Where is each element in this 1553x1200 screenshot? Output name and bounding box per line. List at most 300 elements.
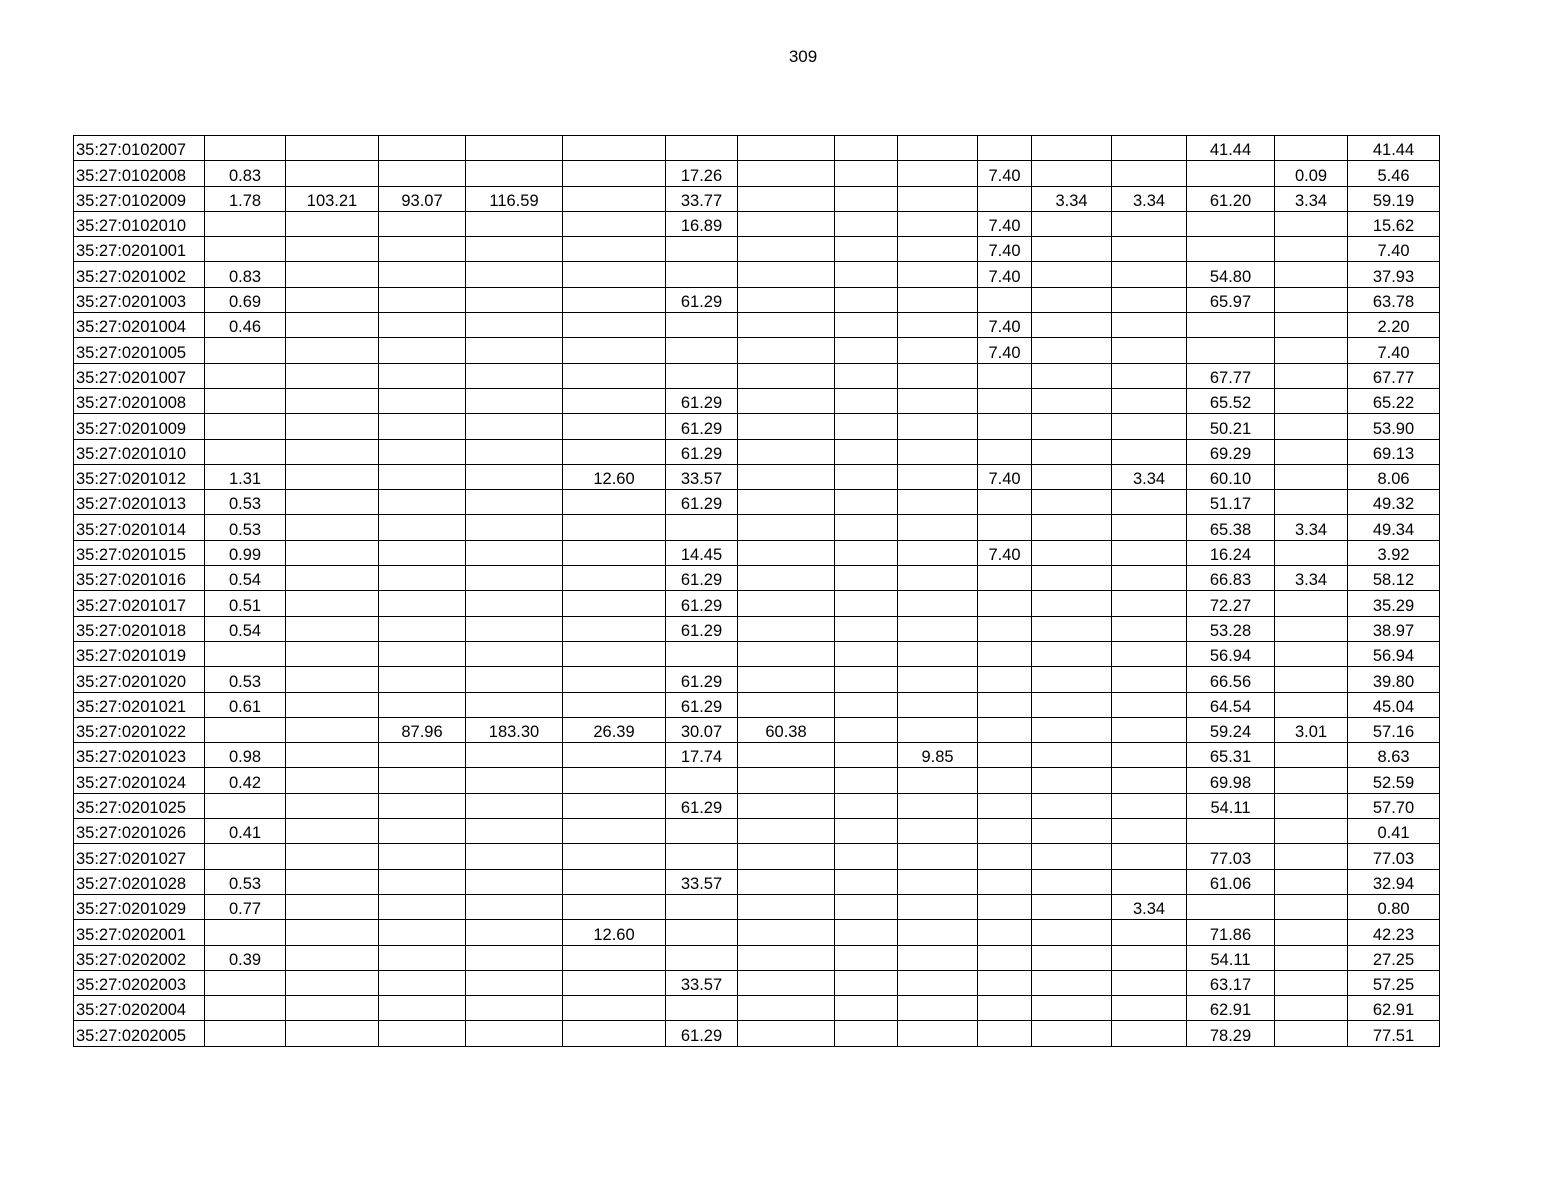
table-cell <box>835 363 898 388</box>
table-cell: 66.83 <box>1187 566 1275 591</box>
table-cell <box>1275 692 1348 717</box>
table-cell <box>738 338 835 363</box>
parcel-id-cell: 35:27:0201018 <box>74 616 205 641</box>
table-cell <box>466 793 563 818</box>
table-cell <box>379 1021 466 1046</box>
table-row <box>74 1021 1440 1046</box>
table-cell: 41.44 <box>1348 136 1440 161</box>
table-cell <box>1275 338 1348 363</box>
table-cell <box>466 844 563 869</box>
table-cell <box>666 237 738 262</box>
table-cell <box>286 136 379 161</box>
table-cell: 61.29 <box>666 591 738 616</box>
table-cell <box>1275 819 1348 844</box>
table-cell <box>286 313 379 338</box>
table-cell: 37.93 <box>1348 262 1440 287</box>
table-cell <box>286 894 379 919</box>
table-cell <box>379 287 466 312</box>
table-cell <box>466 237 563 262</box>
table-cell <box>1187 819 1275 844</box>
table-cell <box>1112 211 1187 236</box>
table-cell <box>563 743 666 768</box>
table-cell <box>666 819 738 844</box>
table-cell <box>1112 262 1187 287</box>
table-cell <box>1112 819 1187 844</box>
table-cell <box>1112 363 1187 388</box>
table-cell <box>466 692 563 717</box>
table-row <box>74 211 1440 236</box>
table-cell: 58.12 <box>1348 566 1440 591</box>
table-cell: 17.26 <box>666 161 738 186</box>
table-cell <box>1112 414 1187 439</box>
table-cell <box>1112 996 1187 1021</box>
table-cell <box>1275 287 1348 312</box>
table-cell <box>738 869 835 894</box>
table-cell <box>563 844 666 869</box>
parcel-id-cell: 35:27:0201020 <box>74 667 205 692</box>
table-cell: 3.34 <box>1112 186 1187 211</box>
table-cell <box>1112 667 1187 692</box>
parcel-id-cell: 35:27:0201012 <box>74 464 205 489</box>
table-cell <box>1275 768 1348 793</box>
table-cell <box>1112 287 1187 312</box>
table-cell <box>205 717 286 742</box>
table-cell <box>835 388 898 413</box>
table-cell <box>563 819 666 844</box>
table-cell <box>978 793 1032 818</box>
parcel-id-cell: 35:27:0201010 <box>74 439 205 464</box>
table-cell <box>466 641 563 666</box>
table-cell <box>978 945 1032 970</box>
table-cell <box>563 490 666 515</box>
table-row <box>74 844 1440 869</box>
table-cell <box>835 1021 898 1046</box>
table-cell <box>738 262 835 287</box>
table-cell <box>898 211 978 236</box>
table-cell <box>379 161 466 186</box>
table-cell <box>898 945 978 970</box>
table-cell: 16.89 <box>666 211 738 236</box>
table-cell: 0.61 <box>205 692 286 717</box>
table-cell <box>1112 338 1187 363</box>
table-cell <box>898 186 978 211</box>
table-row <box>74 996 1440 1021</box>
table-row <box>74 540 1440 565</box>
table-cell <box>666 894 738 919</box>
table-cell: 45.04 <box>1348 692 1440 717</box>
table-cell <box>286 667 379 692</box>
table-cell <box>1112 237 1187 262</box>
table-cell: 7.40 <box>978 211 1032 236</box>
table-cell <box>1032 161 1112 186</box>
table-cell <box>1032 945 1112 970</box>
table-cell: 0.69 <box>205 287 286 312</box>
table-cell <box>738 515 835 540</box>
table-cell: 93.07 <box>379 186 466 211</box>
table-cell <box>563 186 666 211</box>
table-cell <box>898 793 978 818</box>
table-row <box>74 136 1440 161</box>
table-cell <box>1112 793 1187 818</box>
table-cell <box>835 211 898 236</box>
table-cell <box>835 338 898 363</box>
table-cell <box>1275 591 1348 616</box>
table-cell <box>379 338 466 363</box>
table-cell: 3.92 <box>1348 540 1440 565</box>
table-cell: 5.46 <box>1348 161 1440 186</box>
table-row <box>74 338 1440 363</box>
parcel-id-cell: 35:27:0201007 <box>74 363 205 388</box>
table-cell <box>1275 414 1348 439</box>
table-cell <box>738 844 835 869</box>
table-cell <box>1032 970 1112 995</box>
table-cell <box>1112 945 1187 970</box>
table-cell <box>466 743 563 768</box>
table-row <box>74 439 1440 464</box>
table-cell: 33.57 <box>666 869 738 894</box>
table-cell <box>978 692 1032 717</box>
table-cell <box>379 667 466 692</box>
table-cell: 16.24 <box>1187 540 1275 565</box>
parcel-id-cell: 35:27:0201021 <box>74 692 205 717</box>
table-row <box>74 414 1440 439</box>
table-cell <box>835 717 898 742</box>
table-cell <box>835 186 898 211</box>
table-cell: 7.40 <box>1348 237 1440 262</box>
table-cell <box>898 338 978 363</box>
table-cell <box>466 566 563 591</box>
table-cell <box>835 996 898 1021</box>
parcel-id-cell: 35:27:0201023 <box>74 743 205 768</box>
table-cell <box>205 844 286 869</box>
table-cell <box>666 313 738 338</box>
table-cell <box>466 464 563 489</box>
table-cell <box>286 388 379 413</box>
table-cell: 69.98 <box>1187 768 1275 793</box>
table-cell <box>563 338 666 363</box>
table-cell: 39.80 <box>1348 667 1440 692</box>
table-cell <box>898 819 978 844</box>
table-cell <box>978 515 1032 540</box>
parcel-id-cell: 35:27:0102010 <box>74 211 205 236</box>
table-cell <box>898 996 978 1021</box>
table-cell: 53.90 <box>1348 414 1440 439</box>
table-cell <box>898 414 978 439</box>
table-cell <box>563 768 666 793</box>
table-cell <box>1032 515 1112 540</box>
table-cell <box>1112 717 1187 742</box>
table-cell <box>978 388 1032 413</box>
table-row <box>74 667 1440 692</box>
table-cell <box>1275 540 1348 565</box>
table-cell <box>563 566 666 591</box>
page-number: 309 <box>788 47 818 66</box>
table-cell <box>286 970 379 995</box>
table-cell <box>835 616 898 641</box>
table-cell <box>466 161 563 186</box>
parcel-id-cell: 35:27:0201004 <box>74 313 205 338</box>
table-cell <box>835 743 898 768</box>
table-row <box>74 490 1440 515</box>
table-cell <box>563 667 666 692</box>
table-cell <box>835 414 898 439</box>
table-cell: 63.78 <box>1348 287 1440 312</box>
table-cell <box>1032 894 1112 919</box>
table-cell <box>898 287 978 312</box>
table-cell: 7.40 <box>1348 338 1440 363</box>
table-cell <box>563 1021 666 1046</box>
table-cell <box>1032 540 1112 565</box>
parcel-id-cell: 35:27:0201024 <box>74 768 205 793</box>
table-cell <box>1275 388 1348 413</box>
table-cell <box>286 920 379 945</box>
table-cell <box>1187 338 1275 363</box>
table-cell <box>738 920 835 945</box>
table-cell: 0.42 <box>205 768 286 793</box>
table-cell: 33.77 <box>666 186 738 211</box>
table-cell <box>379 793 466 818</box>
table-cell <box>563 591 666 616</box>
table-cell: 77.03 <box>1348 844 1440 869</box>
table-row <box>74 616 1440 641</box>
table-cell <box>738 237 835 262</box>
table-cell <box>563 540 666 565</box>
table-cell <box>205 338 286 363</box>
table-cell <box>1275 464 1348 489</box>
table-cell <box>1032 591 1112 616</box>
table-cell <box>379 641 466 666</box>
table-cell: 59.24 <box>1187 717 1275 742</box>
table-cell <box>1032 464 1112 489</box>
table-cell <box>379 313 466 338</box>
table-cell <box>379 819 466 844</box>
table-cell <box>466 262 563 287</box>
table-cell: 0.98 <box>205 743 286 768</box>
table-cell <box>466 970 563 995</box>
table-cell <box>978 996 1032 1021</box>
table-cell <box>666 996 738 1021</box>
parcel-id-cell: 35:27:0201015 <box>74 540 205 565</box>
table-cell <box>286 566 379 591</box>
table-row <box>74 970 1440 995</box>
table-cell <box>1275 616 1348 641</box>
parcel-id-cell: 35:27:0201028 <box>74 869 205 894</box>
table-cell <box>835 793 898 818</box>
table-cell <box>466 540 563 565</box>
table-row <box>74 920 1440 945</box>
table-cell <box>379 920 466 945</box>
table-cell <box>835 591 898 616</box>
table-cell <box>1032 768 1112 793</box>
parcel-id-cell: 35:27:0201017 <box>74 591 205 616</box>
table-cell <box>835 566 898 591</box>
table-body <box>74 136 1440 1047</box>
table-cell <box>978 363 1032 388</box>
parcel-id-cell: 35:27:0202003 <box>74 970 205 995</box>
table-cell <box>1187 211 1275 236</box>
table-cell <box>563 287 666 312</box>
table-cell <box>466 894 563 919</box>
table-cell: 0.54 <box>205 616 286 641</box>
table-cell <box>738 490 835 515</box>
table-cell <box>978 641 1032 666</box>
table-cell <box>738 161 835 186</box>
table-cell <box>1112 161 1187 186</box>
table-cell <box>1275 262 1348 287</box>
table-cell <box>1112 970 1187 995</box>
table-cell <box>978 414 1032 439</box>
table-cell <box>978 591 1032 616</box>
table-cell: 7.40 <box>978 262 1032 287</box>
table-cell <box>286 540 379 565</box>
table-cell <box>835 464 898 489</box>
table-cell <box>1112 641 1187 666</box>
table-cell <box>1112 743 1187 768</box>
table-row <box>74 566 1440 591</box>
table-cell <box>379 970 466 995</box>
table-cell: 7.40 <box>978 540 1032 565</box>
table-cell: 54.80 <box>1187 262 1275 287</box>
table-cell <box>1275 313 1348 338</box>
table-cell <box>563 313 666 338</box>
parcel-id-cell: 35:27:0201025 <box>74 793 205 818</box>
table-cell: 56.94 <box>1348 641 1440 666</box>
table-cell <box>738 793 835 818</box>
table-cell <box>898 262 978 287</box>
table-cell: 61.29 <box>666 1021 738 1046</box>
table-cell: 51.17 <box>1187 490 1275 515</box>
table-cell <box>1275 793 1348 818</box>
table-cell <box>1275 996 1348 1021</box>
table-cell <box>978 287 1032 312</box>
table-cell <box>1032 287 1112 312</box>
table-cell <box>286 338 379 363</box>
table-cell <box>738 566 835 591</box>
table-row <box>74 819 1440 844</box>
table-cell: 33.57 <box>666 970 738 995</box>
table-cell <box>738 414 835 439</box>
table-cell <box>286 844 379 869</box>
table-cell <box>978 439 1032 464</box>
table-cell <box>1275 363 1348 388</box>
table-cell: 62.91 <box>1348 996 1440 1021</box>
table-cell: 3.34 <box>1112 464 1187 489</box>
table-cell: 7.40 <box>978 313 1032 338</box>
table-cell: 3.01 <box>1275 717 1348 742</box>
table-cell <box>466 515 563 540</box>
table-cell <box>1275 237 1348 262</box>
table-cell <box>1275 945 1348 970</box>
table-cell: 52.59 <box>1348 768 1440 793</box>
table-cell: 7.40 <box>978 161 1032 186</box>
table-cell <box>379 996 466 1021</box>
table-cell <box>1032 743 1112 768</box>
table-cell: 53.28 <box>1187 616 1275 641</box>
table-cell: 33.57 <box>666 464 738 489</box>
table-cell <box>563 894 666 919</box>
table-row <box>74 363 1440 388</box>
table-cell: 57.70 <box>1348 793 1440 818</box>
table-cell <box>978 970 1032 995</box>
table-cell <box>563 996 666 1021</box>
table-cell: 57.25 <box>1348 970 1440 995</box>
table-cell <box>1112 768 1187 793</box>
table-cell <box>379 211 466 236</box>
table-row <box>74 717 1440 742</box>
table-cell <box>1032 844 1112 869</box>
table-cell: 0.53 <box>205 667 286 692</box>
table-row <box>74 641 1440 666</box>
table-row <box>74 743 1440 768</box>
table-cell <box>205 793 286 818</box>
table-cell: 66.56 <box>1187 667 1275 692</box>
table-cell <box>835 287 898 312</box>
table-cell <box>563 970 666 995</box>
parcel-id-cell: 35:27:0201026 <box>74 819 205 844</box>
table-cell <box>379 566 466 591</box>
table-cell <box>205 920 286 945</box>
table-cell <box>1032 819 1112 844</box>
table-cell <box>738 540 835 565</box>
table-cell: 54.11 <box>1187 793 1275 818</box>
parcel-id-cell: 35:27:0201008 <box>74 388 205 413</box>
table-cell <box>738 464 835 489</box>
table-cell: 0.83 <box>205 262 286 287</box>
table-row <box>74 894 1440 919</box>
table-cell <box>835 237 898 262</box>
table-cell: 0.53 <box>205 515 286 540</box>
data-table <box>73 135 1440 1047</box>
table-cell <box>1032 439 1112 464</box>
table-cell: 0.41 <box>1348 819 1440 844</box>
table-cell <box>466 313 563 338</box>
table-cell <box>978 490 1032 515</box>
table-row <box>74 591 1440 616</box>
table-cell <box>286 869 379 894</box>
table-cell: 65.97 <box>1187 287 1275 312</box>
table-cell <box>978 566 1032 591</box>
table-cell <box>286 490 379 515</box>
table-cell <box>563 692 666 717</box>
table-cell <box>835 869 898 894</box>
table-cell <box>738 692 835 717</box>
table-cell: 0.46 <box>205 313 286 338</box>
table-cell <box>898 161 978 186</box>
table-cell <box>1032 641 1112 666</box>
table-cell: 61.06 <box>1187 869 1275 894</box>
parcel-id-cell: 35:27:0201016 <box>74 566 205 591</box>
table-cell <box>205 237 286 262</box>
table-cell: 9.85 <box>898 743 978 768</box>
table-cell <box>1032 490 1112 515</box>
table-cell <box>835 515 898 540</box>
table-cell <box>466 388 563 413</box>
table-cell: 64.54 <box>1187 692 1275 717</box>
table-cell: 57.16 <box>1348 717 1440 742</box>
table-cell <box>898 1021 978 1046</box>
table-cell: 0.51 <box>205 591 286 616</box>
table-cell <box>466 996 563 1021</box>
table-cell: 0.39 <box>205 945 286 970</box>
table-cell <box>978 717 1032 742</box>
table-cell <box>666 363 738 388</box>
table-cell <box>563 945 666 970</box>
table-cell <box>286 768 379 793</box>
table-cell <box>738 313 835 338</box>
table-cell <box>738 945 835 970</box>
table-cell: 0.83 <box>205 161 286 186</box>
table-cell <box>563 237 666 262</box>
